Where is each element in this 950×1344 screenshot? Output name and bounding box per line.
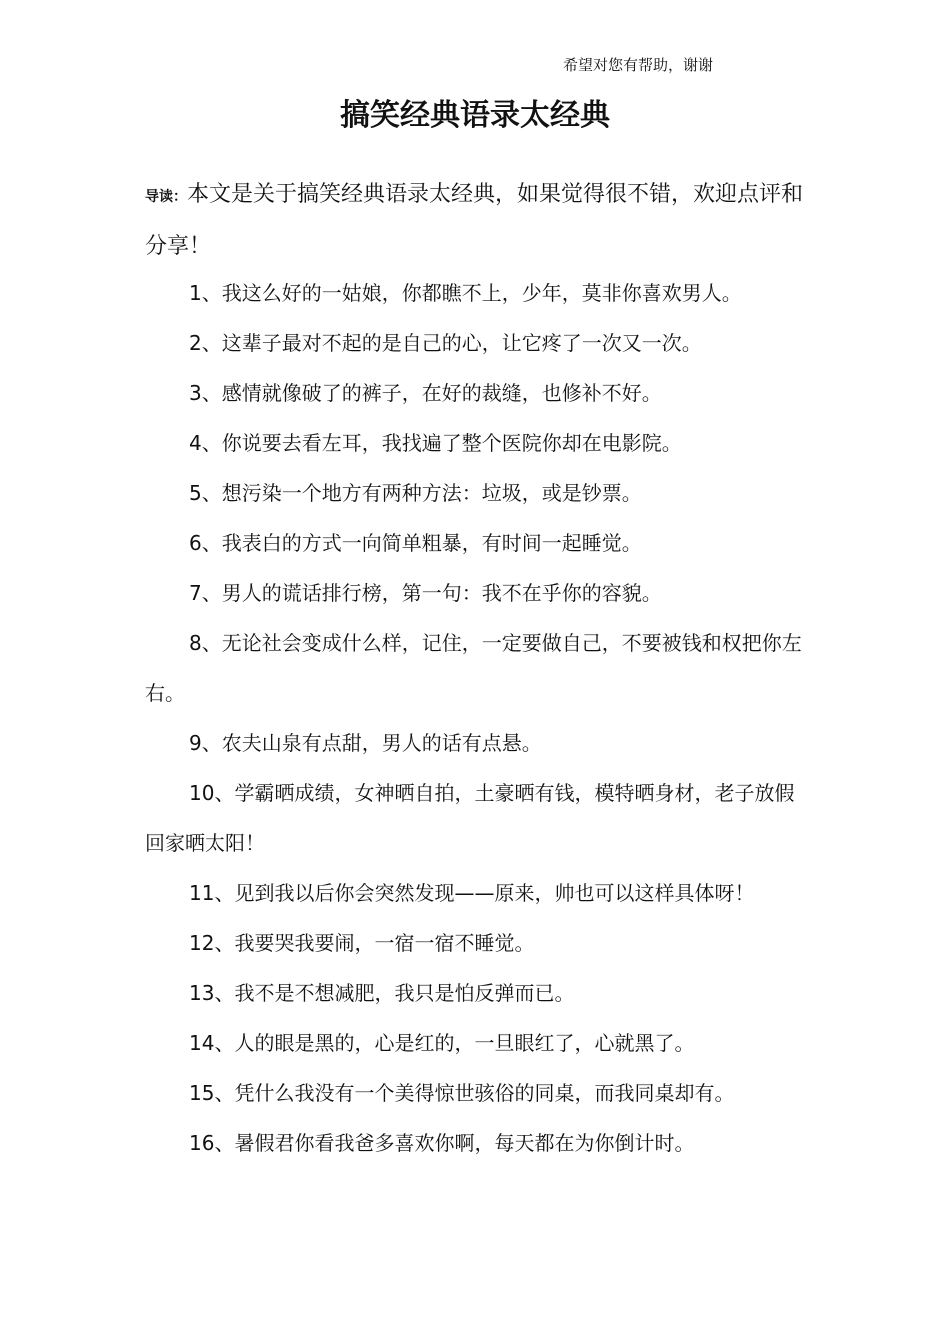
quote-item: 11、见到我以后你会突然发现——原来，帅也可以这样具体呀！	[189, 881, 755, 905]
quote-item: 10、学霸晒成绩，女神晒自拍，土豪晒有钱，模特晒身材，老子放假回家晒太阳！	[145, 781, 795, 855]
quote-item: 5、想污染一个地方有两种方法：垃圾，或是钞票。	[189, 481, 642, 505]
quote-item: 6、我表白的方式一向简单粗暴，有时间一起睡觉。	[189, 531, 642, 555]
intro-paragraph	[145, 170, 810, 272]
quote-item: 14、人的眼是黑的，心是红的，一旦眼红了，心就黑了。	[189, 1031, 695, 1055]
quote-item: 4、你说要去看左耳，我找遍了整个医院你却在电影院。	[189, 431, 682, 455]
quote-list	[145, 268, 810, 1168]
quote-item: 16、暑假君你看我爸多喜欢你啊，每天都在为你倒计时。	[189, 1131, 695, 1155]
quote-item: 7、男人的谎话排行榜，第一句：我不在乎你的容貌。	[189, 581, 662, 605]
intro-text: 本文是关于搞笑经典语录太经典，如果觉得很不错，欢迎点评和分享！	[145, 182, 804, 259]
quote-item: 9、农夫山泉有点甜，男人的话有点悬。	[189, 731, 542, 755]
intro-label: 导读：	[145, 189, 187, 205]
quote-item: 3、感情就像破了的裤子，在好的裁缝，也修补不好。	[189, 381, 662, 405]
header-note: 希望对您有帮助，谢谢	[563, 56, 714, 74]
quote-item: 1、我这么好的一姑娘，你都瞧不上，少年，莫非你喜欢男人。	[189, 281, 742, 305]
quote-item: 15、凭什么我没有一个美得惊世骇俗的同桌，而我同桌却有。	[189, 1081, 735, 1105]
quote-item: 12、我要哭我要闹，一宿一宿不睡觉。	[189, 931, 535, 955]
quote-item: 2、这辈子最对不起的是自己的心，让它疼了一次又一次。	[189, 331, 702, 355]
quote-item: 13、我不是不想减肥，我只是怕反弹而已。	[189, 981, 575, 1005]
document-title: 搞笑经典语录太经典	[340, 98, 610, 133]
quote-item: 8、无论社会变成什么样，记住，一定要做自己，不要被钱和权把你左右。	[145, 631, 802, 705]
